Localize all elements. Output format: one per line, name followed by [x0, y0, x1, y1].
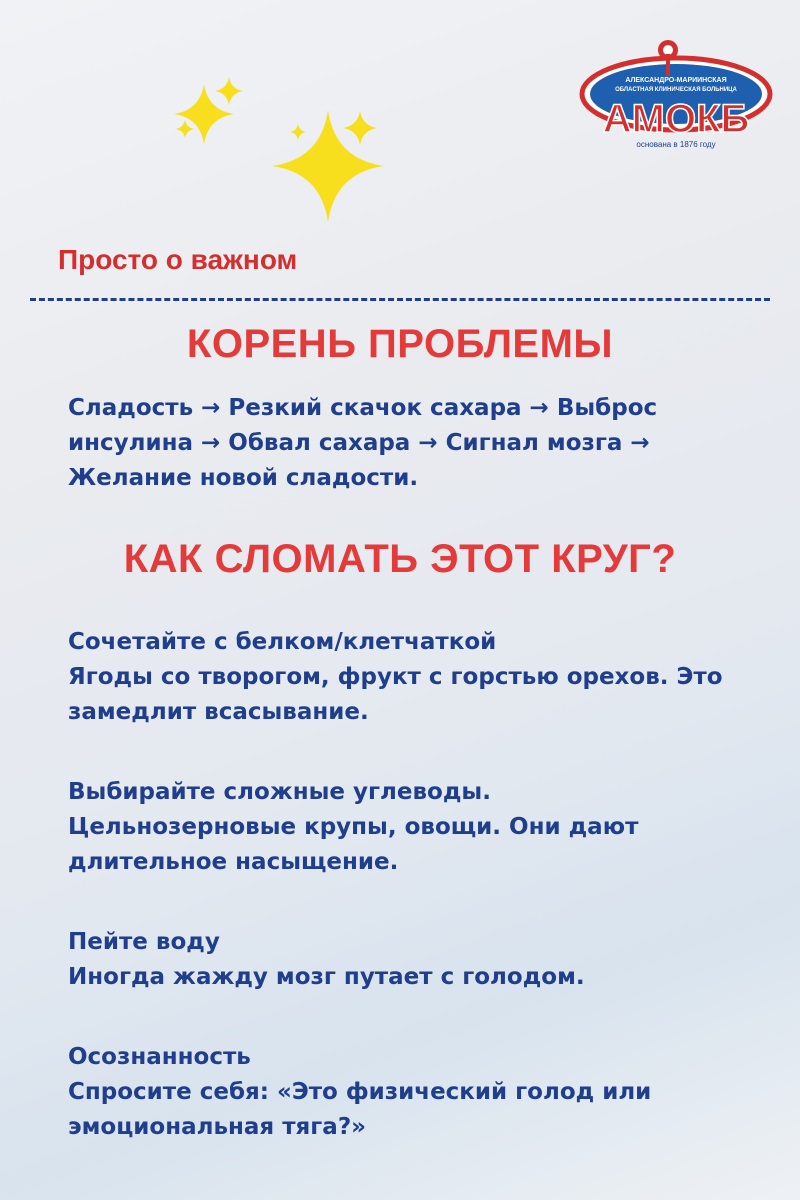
hospital-logo [578, 36, 778, 156]
tip-heading: Сочетайте с белком/клетчаткой [68, 629, 497, 655]
logo-line1: АЛЕКСАНДРО-МАРИИНСКАЯ [625, 77, 727, 84]
tip-text: длительное насыщение. [68, 849, 399, 875]
root-problem-line: инсулина → Обвал сахара → Сигнал мозга → [68, 430, 650, 456]
tip-drink-water [68, 925, 768, 995]
logo-graphic [578, 36, 778, 156]
logo-founded: основана в 1876 году [636, 140, 716, 149]
root-problem-line: Желание новой сладости. [68, 465, 419, 491]
logo-line2: ОБЛАСТНАЯ КЛИНИЧЕСКАЯ БОЛЬНИЦА [615, 87, 737, 93]
sparkle-icon [174, 118, 196, 140]
tip-text: Ягоды со творогом, фрукт с горстью орехов. Это [68, 664, 723, 690]
root-problem-title: КОРЕНЬ ПРОБЛЕМЫ [186, 322, 614, 366]
tip-text: Цельнозерновые крупы, овощи. Они дают [68, 814, 639, 840]
sparkle-icon [288, 122, 308, 142]
section-tag: Просто о важном [58, 244, 298, 275]
sparkle-icon [340, 108, 380, 148]
root-problem-line: Сладость → Резкий скачок сахара → Выброс [68, 395, 658, 421]
tip-mindfulness [68, 1040, 768, 1145]
dashed-divider [30, 298, 770, 301]
tip-heading: Выбирайте сложные углеводы. [68, 779, 491, 805]
tip-complex-carbs [68, 775, 768, 880]
tip-text: Иногда жажду мозг путает с голодом. [68, 964, 585, 990]
root-problem-text [68, 391, 768, 496]
tip-protein-fiber [68, 625, 768, 730]
sparkle-icon [212, 74, 246, 108]
tip-heading: Пейте воду [68, 929, 220, 955]
tip-heading: Осознанность [68, 1044, 251, 1070]
tip-text: замедлит всасывание. [68, 699, 369, 725]
break-cycle-title: КАК СЛОМАТЬ ЭТОТ КРУГ? [123, 537, 677, 581]
tip-text: Спросите себя: «Это физический голод или [68, 1079, 652, 1105]
tip-text: эмоциональная тяга?» [68, 1114, 367, 1140]
logo-abbr: АМОКБ [602, 97, 750, 141]
